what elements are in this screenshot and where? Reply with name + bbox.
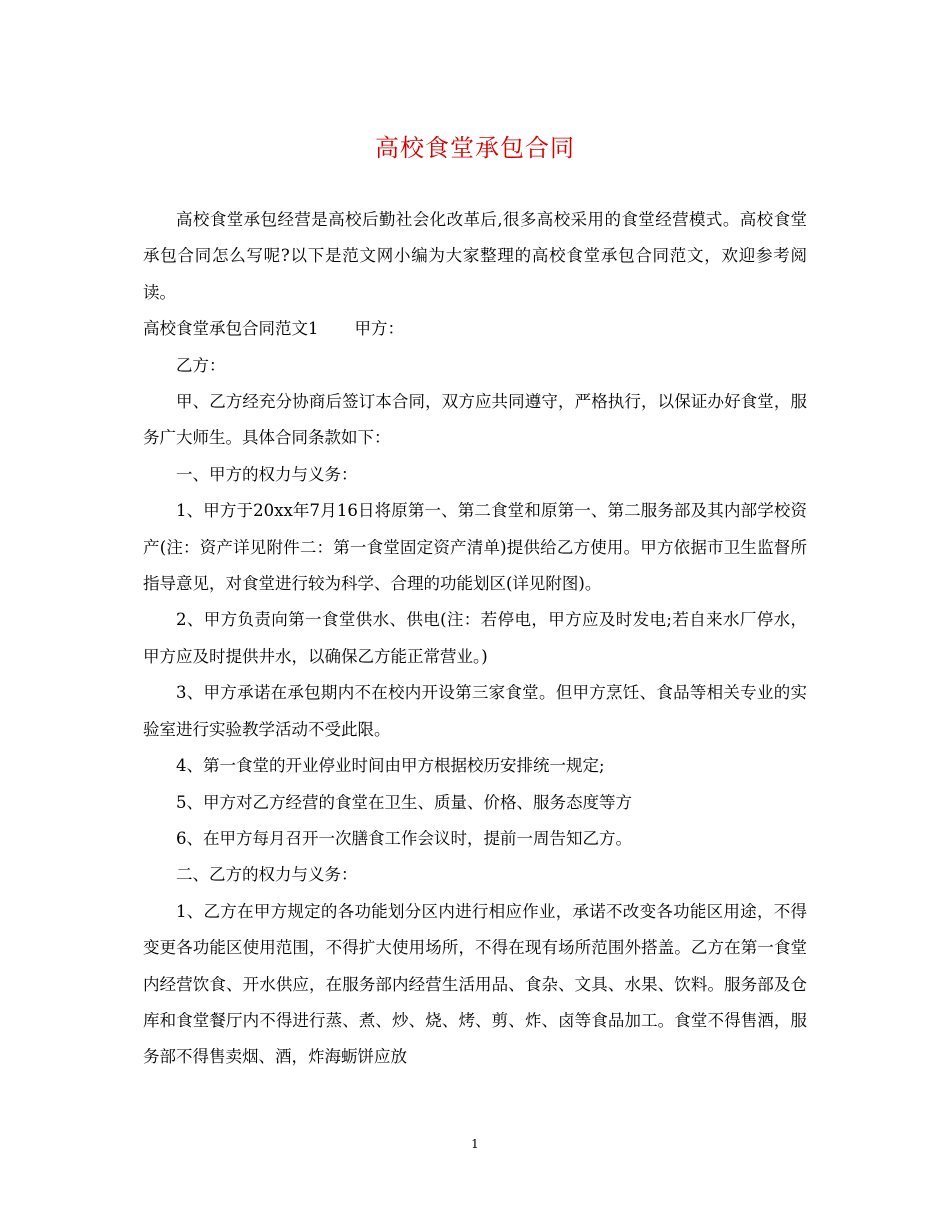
- party-b-label: 乙方：: [176, 355, 226, 375]
- section-heading-party-b: 二、乙方的权力与义务：: [176, 865, 358, 885]
- document-body: [143, 202, 807, 1076]
- clause-a-6: 6、在甲方每月召开一次膳食工作会议时，提前一周告知乙方。: [176, 828, 632, 848]
- document-title: 高校食堂承包合同: [375, 134, 575, 162]
- section-heading-party-a: 一、甲方的权力与义务：: [176, 464, 358, 484]
- sample-heading-line: [143, 311, 807, 347]
- clause-a-5: 5、甲方对乙方经营的食堂在卫生、质量、价格、服务态度等方: [176, 792, 632, 812]
- sample-heading: 高校食堂承包合同范文1: [143, 319, 319, 339]
- intro-paragraph: 高校食堂承包经营是高校后勤社会化改革后,很多高校采用的食堂经营模式。高校食堂承包合同怎么写呢?以下是范文网小编为大家整理的高校食堂承包合同范文，欢迎参考阅读。: [143, 210, 807, 302]
- agreement-paragraph: 甲、乙方经充分协商后签订本合同，双方应共同遵守，严格执行，以保证办好食堂，服务广大师生。具体合同条款如下：: [143, 392, 807, 448]
- clause-a-4: 4、第一食堂的开业停业时间由甲方根据校历安排统一规定;: [176, 756, 605, 776]
- page-number: 1: [471, 1137, 479, 1151]
- clause-a-1: 1、甲方于20xx年7月16日将原第一、第二食堂和原第一、第二服务部及其内部学校资产(注：资产详见附件二：第一食堂固定资产清单)提供给乙方使用。甲方依据市卫生监督所指导意见，对食堂进行较为科学、合理的功能划区(详见附图)。: [143, 501, 807, 594]
- clause-a-2: 2、甲方负责向第一食堂供水、供电(注：若停电，甲方应及时发电;若自来水厂停水，甲方应及时提供井水，以确保乙方能正常营业。): [143, 610, 807, 666]
- clause-b-1: 1、乙方在甲方规定的各功能划分区内进行相应作业，承诺不改变各功能区用途，不得变更各功能区使用范围，不得扩大使用场所，不得在现有场所范围外搭盖。乙方在第一食堂内经营饮食、开水供应，在服务部内经营生活用品、食杂、文具、水果、饮料。服务部及仓库和食堂餐厅内不得进行蒸、煮、炒、烧、烤、剪、炸、卤等食品加工。食堂不得售酒，服务部不得售卖烟、酒，炸海蛎饼应放: [143, 901, 807, 1067]
- party-a-label: 甲方：: [354, 319, 404, 339]
- clause-a-3: 3、甲方承诺在承包期内不在校内开设第三家食堂。但甲方烹饪、食品等相关专业的实验室进行实验教学活动不受此限。: [143, 683, 807, 739]
